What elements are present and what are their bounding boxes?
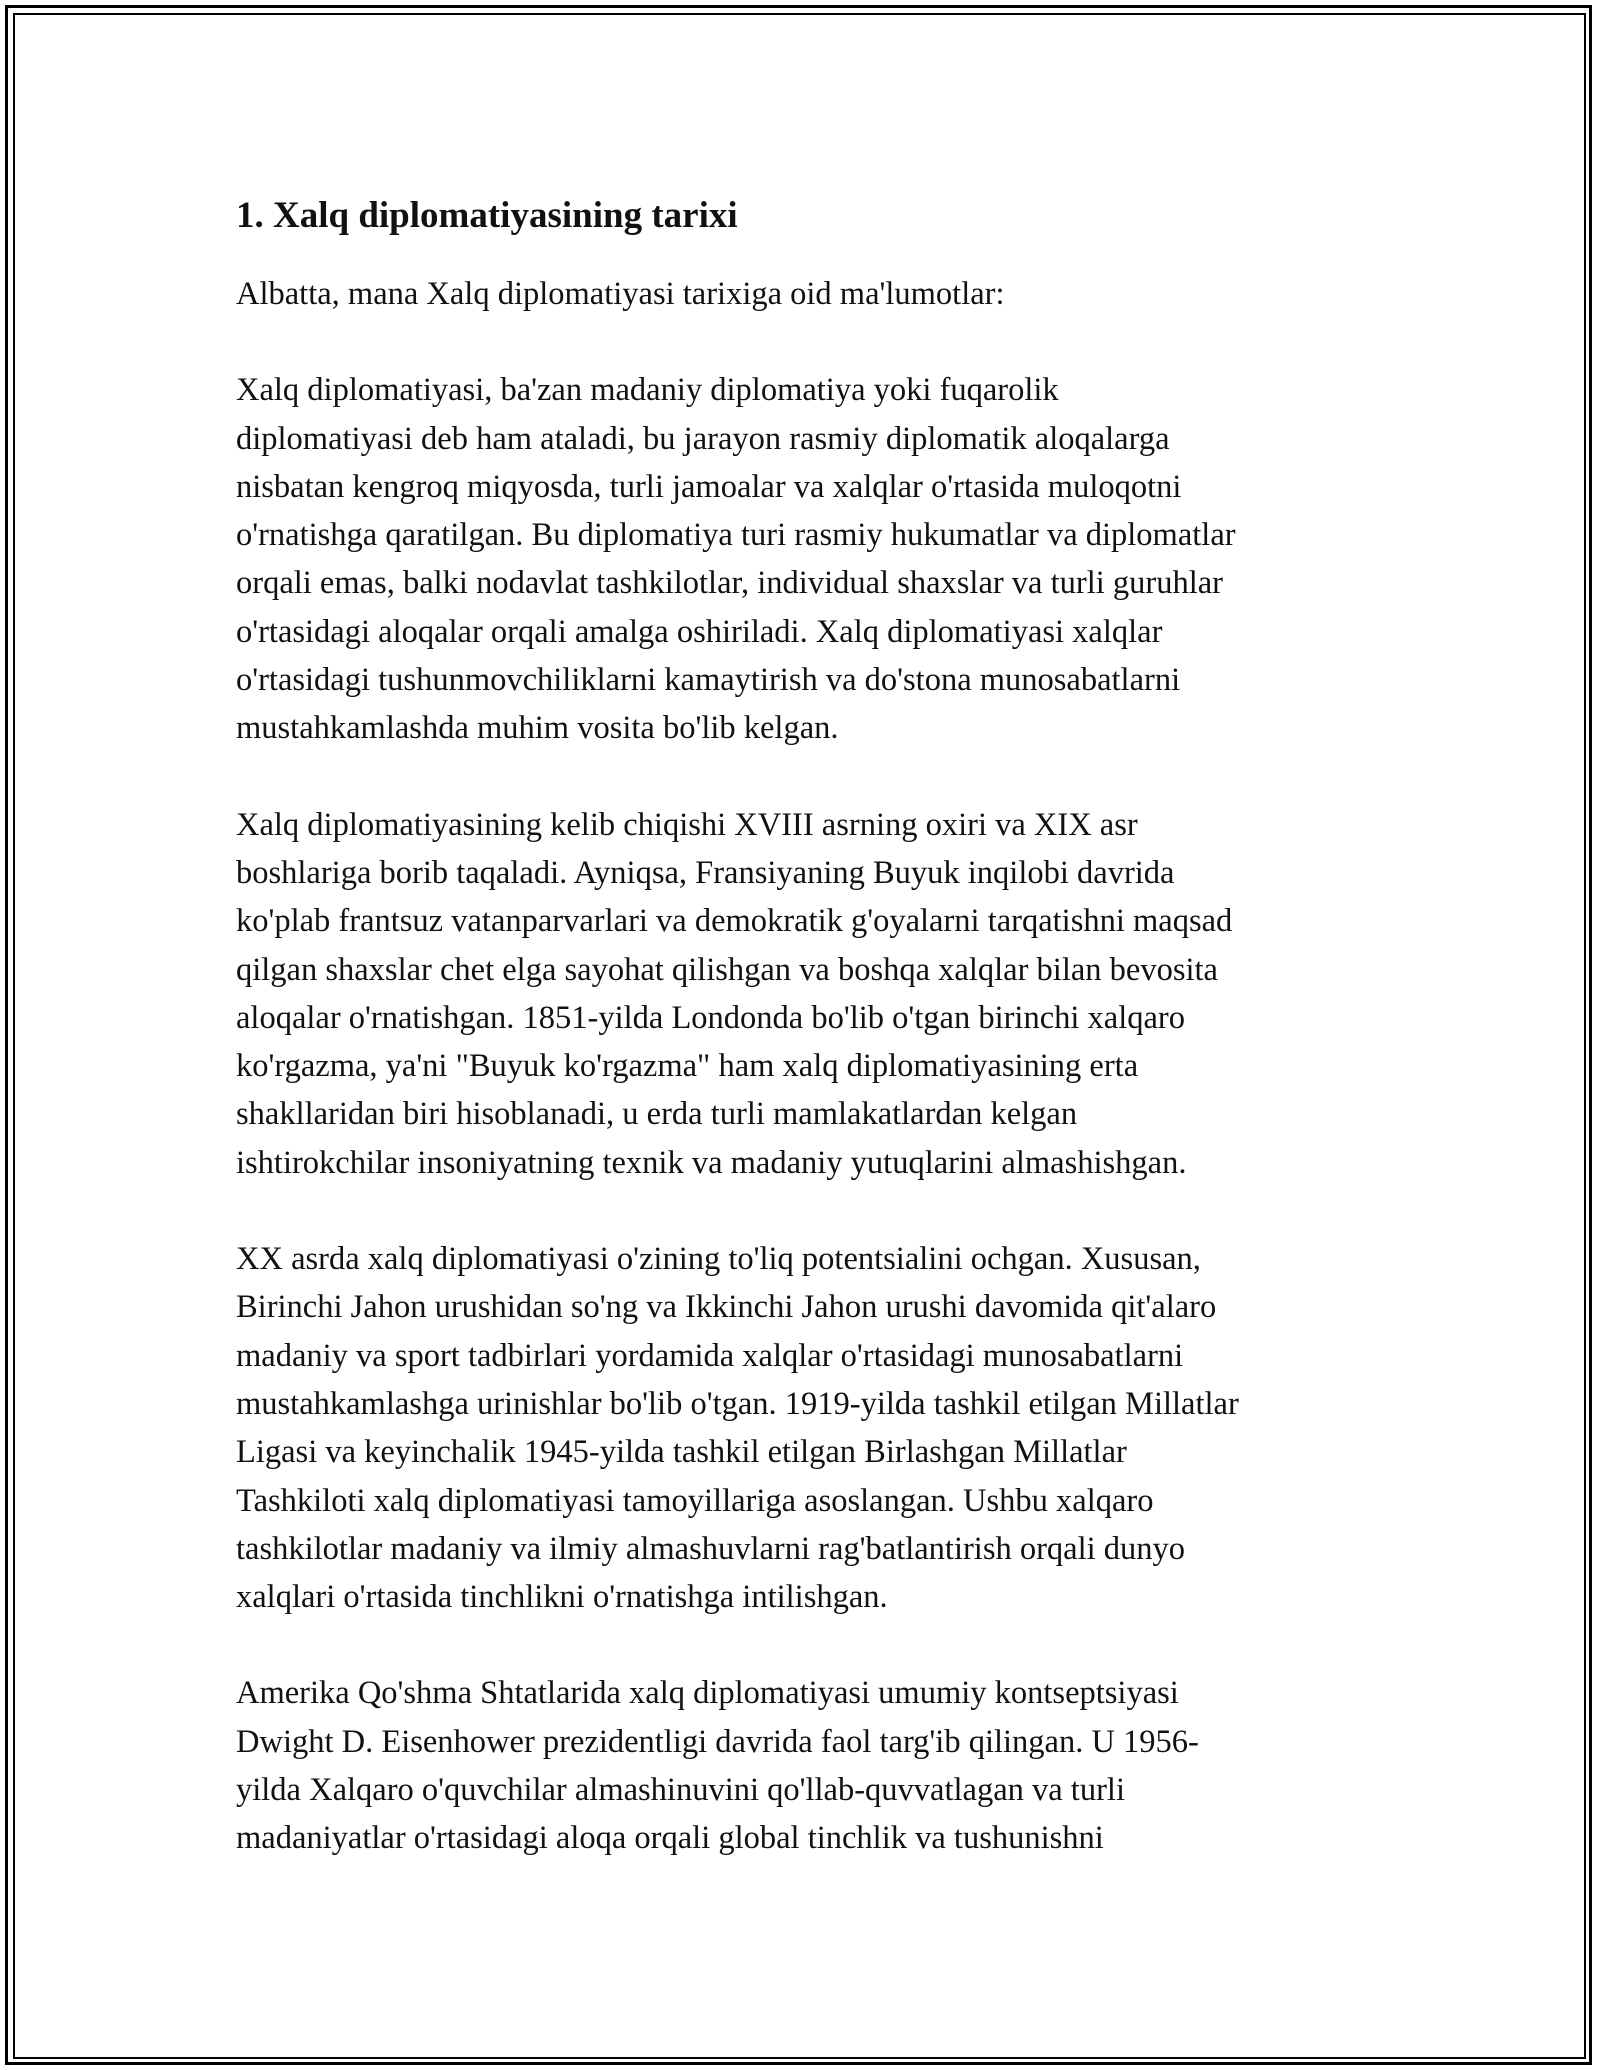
intro-paragraph: Albatta, mana Xalq diplomatiyasi tarixiga oid ma'lumotlar: [236,276,1005,312]
paragraph-twentieth-century: XX asrda xalq diplomatiyasi o'zining to'liq potentsialini ochgan. Xususan, Birinchi Jahon urushidan so'ng va Ikkinchi Jahon urushi davomida qit'alaro madaniy va sport tadbirlari yordamida xalqlar o'rtasidagi munosabatlarni mustahkamlashga urinishlar bo'lib o'tgan. 1919-yilda tashkil etilgan Millatlar Ligasi va keyinchalik 1945-yilda tashkil etilgan Birlashgan Millatlar Tashkiloti xalq diplomatiyasi tamoyillariga asoslangan. Ushbu xalqaro tashkilotlar madaniy va ilmiy almashuvlarni rag'batlantirish orqali dunyo xalqlari o'rtasida tinchlikni o'rnatishga intilishgan. [236,1241,1239,1616]
paragraph-origins: Xalq diplomatiyasining kelib chiqishi XVIII asrning oxiri va XIX asr boshlariga borib taqaladi. Ayniqsa, Fransiyaning Buyuk inqilobi davrida ko'plab frantsuz vatanparvarlari va demokratik g'oyalarni tarqatishni maqsad qilgan shaxslar chet elga sayohat qilishgan va boshqa xalqlar bilan bevosita aloqalar o'rnatishgan. 1851-yilda Londonda bo'lib o'tgan birinchi xalqaro ko'rgazma, ya'ni "Buyuk ko'rgazma" ham xalq diplomatiyasining erta shakllaridan biri hisoblanadi, u erda turli mamlakatlardan kelgan ishtirokchilar insoniyatning texnik va madaniy yutuqlarini almashishgan. [236,806,1233,1181]
paragraph-definition: Xalq diplomatiyasi, ba'zan madaniy diplomatiya yoki fuqarolik diplomatiyasi deb ham ataladi, bu jarayon rasmiy diplomatik aloqalarga nisbatan kengroq miqyosda, turli jamoalar va xalqlar o'rtasida muloqotni o'rnatishga qaratilgan. Bu diplomatiya turi rasmiy hukumatlar va diplomatlar orqali emas, balki nodavlat tashkilotlar, individual shaxslar va turli guruhlar o'rtasidagi aloqalar orqali amalga oshiriladi. Xalq diplomatiyasi xalqlar o'rtasidagi tushunmovchiliklarni kamaytirish va do'stona munosabatlarni mustahkamlashda muhim vosita bo'lib kelgan. [236,372,1236,747]
section-heading: 1. Xalq diplomatiyasining tarixi [236,195,738,236]
document-body [236,183,1386,1911]
paragraph-united-states: Amerika Qo'shma Shtatlarida xalq diplomatiyasi umumiy kontseptsiyasi Dwight D. Eisenhower prezidentligi davrida faol targ'ib qilingan. U 1956- yilda Xalqaro o'quvchilar almashinuvini qo'llab-quvvatlagan va turli madaniyatlar o'rtasidagi aloqa orqali global tinchlik va tushunishni [236,1675,1199,1857]
